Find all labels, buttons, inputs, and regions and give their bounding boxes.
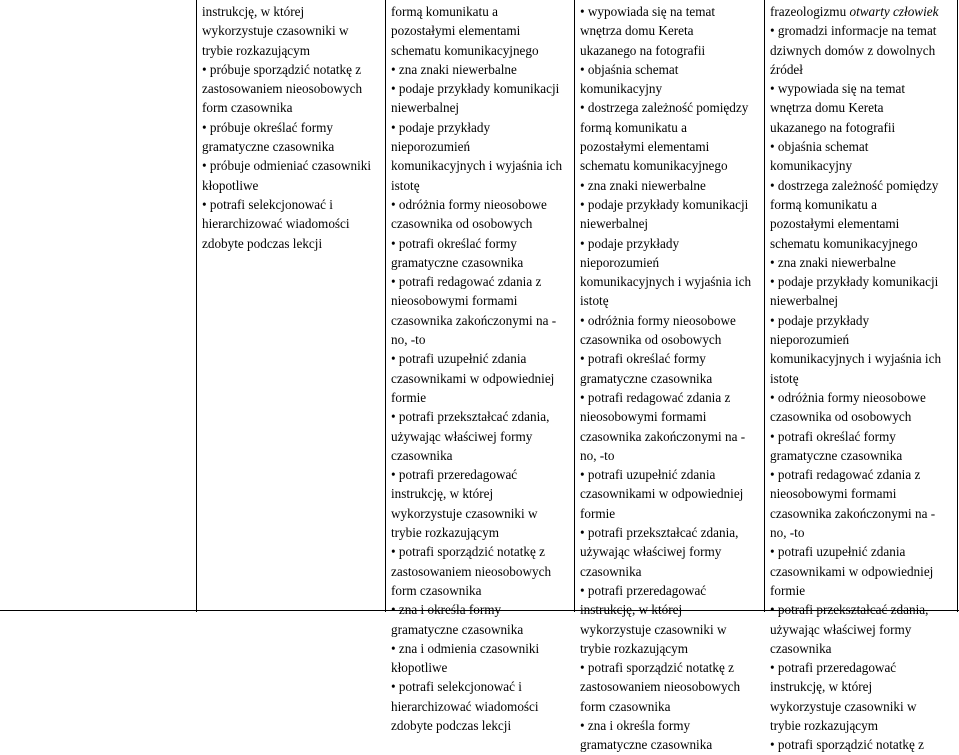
- text-line: komunikacyjny: [580, 81, 663, 97]
- text-line: • odróżnia formy nieosobowe: [391, 196, 547, 212]
- table-cell-column-1: [202, 2, 371, 253]
- text-line: no, -to: [770, 525, 805, 541]
- text-line: niewerbalnej: [770, 293, 839, 309]
- text-line: nieosobowymi formami: [580, 409, 707, 425]
- text-line: używając właściwej formy: [770, 621, 912, 637]
- table-cell-column-4: [770, 2, 941, 755]
- text-line: pozostałymi elementami: [391, 23, 521, 39]
- text-line: instrukcję, w której: [202, 4, 305, 19]
- text-line: no, -to: [391, 332, 426, 348]
- text-line: formie: [770, 582, 806, 598]
- text-line: instrukcję, w której: [770, 679, 873, 695]
- table-column-divider-2: [574, 0, 575, 612]
- text-line: komunikacyjnych i wyjaśnia ich: [391, 158, 563, 174]
- text-line: gramatyczne czasownika: [580, 737, 713, 753]
- text-line: form czasownika: [391, 582, 482, 598]
- text-line: schematu komunikacyjnego: [391, 42, 539, 58]
- text-line: komunikacyjny: [770, 158, 853, 174]
- text-line: używając właściwej formy: [580, 544, 722, 560]
- table-column-divider-1: [385, 0, 386, 612]
- text-line: zdobyte podczas lekcji: [391, 717, 512, 733]
- text-line: • odróżnia formy nieosobowe: [580, 312, 736, 328]
- text-line: formą komunikatu a: [580, 119, 687, 135]
- text-line: hierarchizować wiadomości: [202, 216, 350, 232]
- text-line: form czasownika: [580, 698, 671, 714]
- text-line: nieporozumień: [770, 332, 850, 348]
- text-line: gramatyczne czasownika: [580, 370, 713, 386]
- text-line: • podaje przykłady: [770, 312, 870, 328]
- text-line: • podaje przykłady: [391, 119, 491, 135]
- text-line: hierarchizować wiadomości: [391, 698, 539, 714]
- text-line: kłopotliwe: [391, 660, 448, 676]
- text-line: wnętrza domu Kereta: [580, 23, 694, 39]
- text-line: instrukcję, w której: [580, 602, 683, 618]
- text-line: źródeł: [770, 61, 803, 77]
- text-line: • potrafi redagować zdania z: [391, 274, 542, 290]
- text-line: • potrafi sporządzić notatkę z: [770, 737, 925, 753]
- text-line: • próbuje sporządzić notatkę z: [202, 61, 362, 77]
- text-line: komunikacyjnych i wyjaśnia ich: [580, 274, 752, 290]
- text-line: pozostałymi elementami: [580, 139, 710, 155]
- text-line: ukazanego na fotografii: [580, 42, 706, 58]
- text-line: niewerbalnej: [391, 100, 460, 116]
- text-line: • potrafi przekształcać zdania,: [580, 525, 739, 541]
- text-line: schematu komunikacyjnego: [770, 235, 918, 251]
- text-line: istotę: [770, 370, 799, 386]
- text-line: • zna i odmienia czasowniki: [391, 640, 540, 656]
- text-line: czasownika: [770, 640, 832, 656]
- text-line: formie: [580, 505, 616, 521]
- text-line: • potrafi przekształcać zdania,: [770, 602, 929, 618]
- text-line: • podaje przykłady komunikacji: [770, 274, 939, 290]
- text-line: • potrafi redagować zdania z: [580, 389, 731, 405]
- text-line: istotę: [580, 293, 609, 309]
- text-line: trybie rozkazującym: [770, 717, 879, 733]
- text-line: • wypowiada się na temat: [580, 4, 715, 19]
- table-cell-column-2: [391, 2, 562, 735]
- text-line: czasownika: [391, 447, 453, 463]
- text-line: • podaje przykłady komunikacji: [580, 196, 749, 212]
- table-border-right: [957, 0, 958, 612]
- text-line: • próbuje określać formy: [202, 119, 333, 135]
- text-line: komunikacyjnych i wyjaśnia ich: [770, 351, 942, 367]
- text-line: pozostałymi elementami: [770, 216, 900, 232]
- text-line: czasownika od osobowych: [580, 332, 722, 348]
- text-line: • objaśnia schemat: [580, 61, 679, 77]
- text-line: trybie rozkazującym: [391, 525, 500, 541]
- text-line: czasownikami w odpowiedniej: [391, 370, 555, 386]
- text-line: czasownika zakończonymi na -: [770, 505, 936, 521]
- text-line: • potrafi przekształcać zdania,: [391, 409, 550, 425]
- text-line: • zna znaki niewerbalne: [580, 177, 706, 193]
- text-line: • potrafi przeredagować: [391, 467, 518, 483]
- text-line: instrukcję, w której: [391, 486, 494, 502]
- text-line: • potrafi uzupełnić zdania: [580, 467, 716, 483]
- text-line: zdobyte podczas lekcji: [202, 235, 323, 251]
- text-line: używając właściwej formy: [391, 428, 533, 444]
- text-line: ukazanego na fotografii: [770, 119, 896, 135]
- text-line: • potrafi sporządzić notatkę z: [391, 544, 546, 560]
- text-line: wnętrza domu Kereta: [770, 100, 884, 116]
- text-line: formą komunikatu a: [770, 196, 877, 212]
- text-line: • potrafi określać formy: [770, 428, 896, 444]
- text-line: • potrafi przeredagować: [770, 660, 897, 676]
- text-line: nieosobowymi formami: [391, 293, 518, 309]
- text-line: zastosowaniem nieosobowych: [202, 81, 363, 97]
- text-line: gramatyczne czasownika: [770, 447, 903, 463]
- text-line: wykorzystuje czasowniki w: [391, 505, 538, 521]
- text-line: formą komunikatu a: [391, 4, 498, 19]
- text-line: • podaje przykłady: [580, 235, 680, 251]
- text-line: schematu komunikacyjnego: [580, 158, 728, 174]
- text-line: zastosowaniem nieosobowych: [391, 563, 552, 579]
- text-line: czasownika od osobowych: [391, 216, 533, 232]
- text-line: wykorzystuje czasowniki w: [580, 621, 727, 637]
- text-line: • zna i określa formy: [391, 602, 502, 618]
- text-line: • potrafi sporządzić notatkę z: [580, 660, 735, 676]
- text-line: nieosobowymi formami: [770, 486, 897, 502]
- text-line: wykorzystuje czasowniki w: [770, 698, 917, 714]
- text-line: czasownika: [580, 563, 642, 579]
- text-line: • potrafi redagować zdania z: [770, 467, 921, 483]
- text-line: • potrafi uzupełnić zdania: [770, 544, 906, 560]
- text-line: istotę: [391, 177, 420, 193]
- text-line: • zna znaki niewerbalne: [391, 61, 517, 77]
- text-line: • potrafi uzupełnić zdania: [391, 351, 527, 367]
- table-cell-column-3: [580, 2, 751, 755]
- text-line: • odróżnia formy nieosobowe: [770, 389, 926, 405]
- text-line: no, -to: [580, 447, 615, 463]
- text-line: • potrafi przeredagować: [580, 582, 707, 598]
- text-line: gramatyczne czasownika: [391, 254, 524, 270]
- text-line: wykorzystuje czasowniki w: [202, 23, 349, 39]
- text-line: czasownikami w odpowiedniej: [580, 486, 744, 502]
- text-line: • potrafi selekcjonować i: [202, 196, 333, 212]
- text-line: dziwnych domów z dowolnych: [770, 42, 936, 58]
- text-line: form czasownika: [202, 100, 293, 116]
- text-line: • objaśnia schemat: [770, 139, 869, 155]
- text-line: • zna i określa formy: [580, 717, 691, 733]
- text-line: • gromadzi informacje na temat: [770, 23, 937, 39]
- table-border-left: [196, 0, 197, 612]
- text-line: formie: [391, 389, 427, 405]
- text-line: gramatyczne czasownika: [202, 139, 335, 155]
- text-line: • wypowiada się na temat: [770, 81, 905, 97]
- text-fragment: frazeologizmu: [770, 4, 850, 19]
- text-line: kłopotliwe: [202, 177, 259, 193]
- text-line: • dostrzega zależność pomiędzy: [580, 100, 749, 116]
- text-line: • zna znaki niewerbalne: [770, 254, 896, 270]
- text-line: czasownika zakończonymi na -: [580, 428, 746, 444]
- text-line: • podaje przykłady komunikacji: [391, 81, 560, 97]
- text-line: [770, 2, 941, 21]
- text-line: • próbuje odmieniać czasowniki: [202, 158, 372, 174]
- table-column-divider-3: [764, 0, 765, 612]
- italic-phrase: otwarty człowiek: [849, 4, 939, 19]
- text-line: czasownikami w odpowiedniej: [770, 563, 934, 579]
- text-line: nieporozumień: [580, 254, 660, 270]
- text-line: trybie rozkazującym: [202, 42, 311, 58]
- text-line: gramatyczne czasownika: [391, 621, 524, 637]
- text-line: czasownika zakończonymi na -: [391, 312, 557, 328]
- text-line: nieporozumień: [391, 139, 471, 155]
- text-line: • potrafi selekcjonować i: [391, 679, 522, 695]
- text-line: • dostrzega zależność pomiędzy: [770, 177, 939, 193]
- text-line: niewerbalnej: [580, 216, 649, 232]
- text-line: zastosowaniem nieosobowych: [580, 679, 741, 695]
- text-line: • potrafi określać formy: [391, 235, 517, 251]
- text-line: trybie rozkazującym: [580, 640, 689, 656]
- text-line: czasownika od osobowych: [770, 409, 912, 425]
- text-line: • potrafi określać formy: [580, 351, 706, 367]
